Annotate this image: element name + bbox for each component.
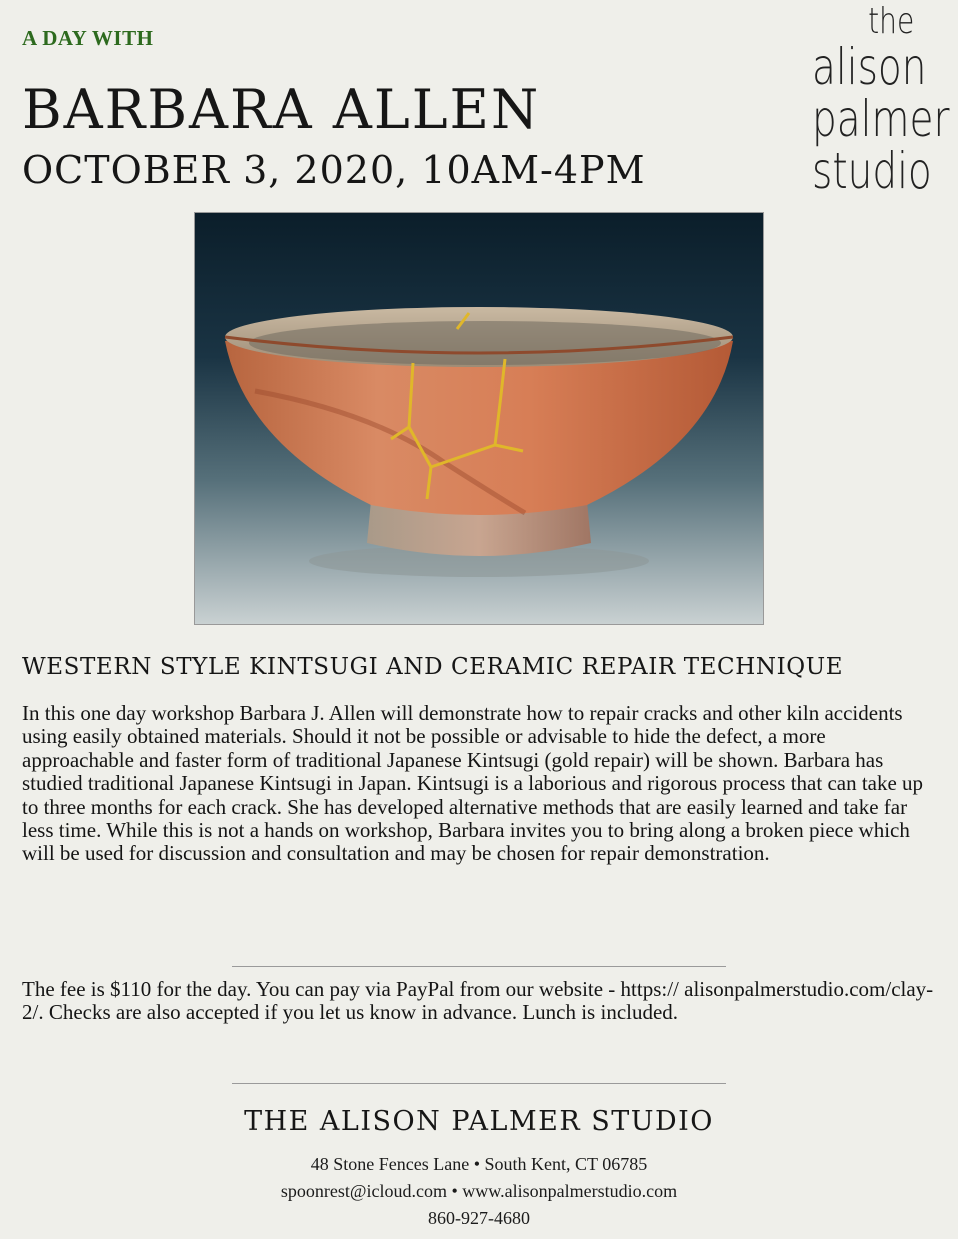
divider-top	[232, 966, 726, 967]
logo-line-alison: alison	[812, 38, 927, 96]
kintsugi-bowl-photo	[194, 212, 764, 625]
footer-studio-name: THE ALISON PALMER STUDIO	[244, 1106, 714, 1137]
workshop-description: In this one day workshop Barbara J. Allen will demonstrate how to repair cracks and other kiln accidents using easily obtained materials. Should it not be possible or advisable to hide the defect, a more approachable and faster form of traditional Japanese Kintsugi (gold repair) will be shown. Barbara has studied traditional Japanese Kintsugi in Japan. Kintsugi is a laborious and rigorous process that can take up to three months for each crack. She has developed alternative methods that are easily learned and take far less time. While this is not a hands on workshop, Barbara invites you to bring along a broken piece which will be used for discussion and consultation and may be chosen for repair demonstration.	[22, 701, 924, 866]
studio-logo	[812, 1, 950, 200]
event-date: OCTOBER 3, 2020, 10AM-4PM	[22, 148, 646, 192]
divider-bottom	[232, 1083, 726, 1084]
section-heading: WESTERN STYLE KINTSUGI AND CERAMIC REPAIR TECHNIQUE	[22, 654, 844, 680]
footer-phone: 860-927-4680	[428, 1208, 530, 1228]
fee-info: The fee is $110 for the day. You can pay via PayPal from our website - https:// alisonpalmerstudio.com/clay-2/. Checks are also accepted if you let us know in advance. Lunch is included.	[22, 977, 934, 1025]
presenter-name: BARBARA ALLEN	[22, 78, 541, 141]
logo-line-the: the	[868, 1, 915, 42]
logo-line-palmer: palmer	[812, 90, 950, 148]
logo-line-studio: studio	[812, 142, 932, 200]
bowl-illustration	[195, 213, 763, 624]
footer-email-website: spoonrest@icloud.com • www.alisonpalmerstudio.com	[280, 1181, 678, 1201]
kicker-label: A DAY WITH	[22, 26, 154, 50]
footer-address: 48 Stone Fences Lane • South Kent, CT 06785	[310, 1154, 648, 1174]
